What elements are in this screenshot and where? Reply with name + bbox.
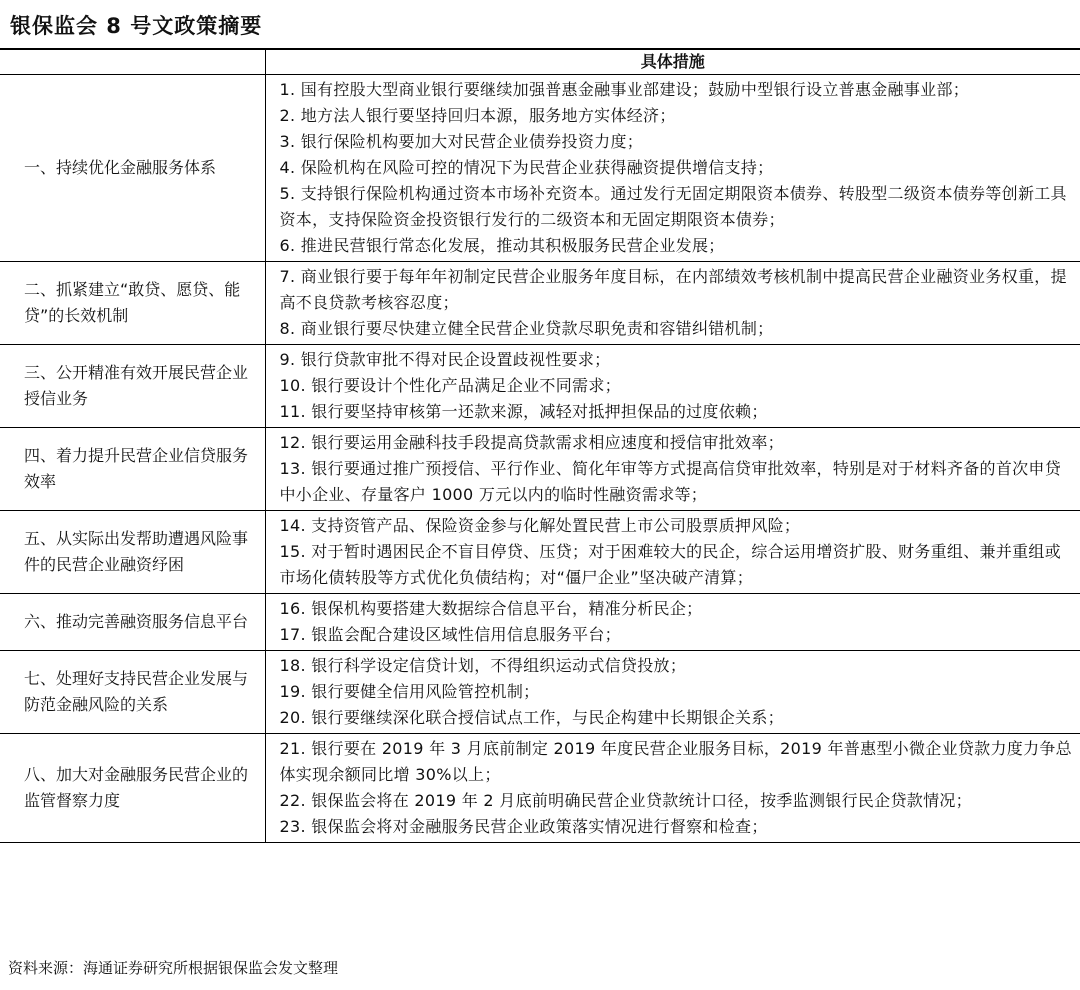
measure-item: 17. 银监会配合建设区域性信用信息服务平台； — [279, 625, 621, 644]
measure-item: 19. 银行要健全信用风险管控机制； — [279, 682, 540, 701]
measure-item: 11. 银行要坚持审核第一还款来源，减轻对抵押担保品的过度依赖； — [279, 402, 768, 421]
measure-item: 22. 银保监会将在 2019 年 2 月底前明确民营企业贷款统计口径，按季监测银行民企贷款情况； — [279, 791, 972, 810]
measures-cell — [265, 511, 1080, 594]
measure-item: 4. 保险机构在风险可控的情况下为民营企业获得融资提供增信支持； — [279, 158, 774, 177]
measure-item: 21. 银行要在 2019 年 3 月底前制定 2019 年度民营企业服务目标，2019 年普惠型小微企业贷款力度力争总体实现余额同比增 30%以上； — [279, 739, 1072, 784]
measures-cell — [265, 594, 1080, 651]
table-row — [0, 428, 1080, 511]
table-row — [0, 75, 1080, 262]
table-row — [0, 511, 1080, 594]
measure-item: 5. 支持银行保险机构通过资本市场补充资本。通过发行无固定期限资本债券、转股型二级资本债券等创新工具资本，支持保险资金投资银行发行的二级资本和无固定期限资本债券； — [279, 184, 1067, 229]
measure-item: 15. 对于暂时遇困民企不盲目停贷、压贷；对于困难较大的民企，综合运用增资扩股、财务重组、兼并重组或市场化债转股等方式优化负债结构；对“僵尸企业”坚决破产清算； — [279, 542, 1062, 587]
header-category — [0, 50, 265, 75]
measures-cell — [265, 75, 1080, 262]
measure-item: 10. 银行要设计个性化产品满足企业不同需求； — [279, 376, 621, 395]
measure-item: 13. 银行要通过推广预授信、平行作业、简化年审等方式提高信贷审批效率，特别是对于材料齐备的首次申贷中小企业、存量客户 1000 万元以内的临时性融资需求等； — [279, 459, 1062, 504]
category-cell: 三、公开精准有效开展民营企业授信业务 — [0, 345, 265, 428]
table-row — [0, 734, 1080, 843]
table-row — [0, 651, 1080, 734]
table-row — [0, 345, 1080, 428]
measure-item: 9. 银行贷款审批不得对民企设置歧视性要求； — [279, 350, 611, 369]
measure-item: 23. 银保监会将对金融服务民营企业政策落实情况进行督察和检查； — [279, 817, 768, 836]
measures-cell — [265, 734, 1080, 843]
category-cell: 七、处理好支持民营企业发展与防范金融风险的关系 — [0, 651, 265, 734]
measure-item: 3. 银行保险机构要加大对民营企业债券投资力度； — [279, 132, 644, 151]
policy-table — [0, 49, 1080, 843]
category-cell: 一、持续优化金融服务体系 — [0, 75, 265, 262]
measure-item: 14. 支持资管产品、保险资金参与化解处置民营上市公司股票质押风险； — [279, 516, 801, 535]
category-cell: 二、抓紧建立“敢贷、愿贷、能贷”的长效机制 — [0, 262, 265, 345]
category-cell: 五、从实际出发帮助遭遇风险事件的民营企业融资纾困 — [0, 511, 265, 594]
measure-item: 20. 银行要继续深化联合授信试点工作，与民企构建中长期银企关系； — [279, 708, 784, 727]
category-cell: 四、着力提升民营企业信贷服务效率 — [0, 428, 265, 511]
table-row — [0, 594, 1080, 651]
category-cell: 八、加大对金融服务民营企业的监管督察力度 — [0, 734, 265, 843]
table-header-row — [0, 50, 1080, 75]
measure-item: 16. 银保机构要搭建大数据综合信息平台，精准分析民企； — [279, 599, 703, 618]
measure-item: 2. 地方法人银行要坚持回归本源，服务地方实体经济； — [279, 106, 676, 125]
measures-cell — [265, 428, 1080, 511]
source-note: 资料来源：海通证券研究所根据银保监会发文整理 — [8, 959, 339, 977]
measure-item: 7. 商业银行要于每年年初制定民营企业服务年度目标，在内部绩效考核机制中提高民营企业融资业务权重，提高不良贷款考核容忍度； — [279, 267, 1067, 312]
table-row — [0, 262, 1080, 345]
measure-item: 8. 商业银行要尽快建立健全民营企业贷款尽职免责和容错纠错机制； — [279, 319, 774, 338]
measure-item: 18. 银行科学设定信贷计划，不得组织运动式信贷投放； — [279, 656, 687, 675]
measures-cell — [265, 262, 1080, 345]
page-title: 银保监会 8 号文政策摘要 — [10, 14, 263, 38]
measure-item: 12. 银行要运用金融科技手段提高贷款需求相应速度和授信审批效率； — [279, 433, 784, 452]
header-measures: 具体措施 — [265, 50, 1080, 75]
measure-item: 1. 国有控股大型商业银行要继续加强普惠金融事业部建设；鼓励中型银行设立普惠金融事业部； — [279, 80, 970, 99]
measures-cell — [265, 345, 1080, 428]
measures-cell — [265, 651, 1080, 734]
measure-item: 6. 推进民营银行常态化发展，推动其积极服务民营企业发展； — [279, 236, 725, 255]
category-cell: 六、推动完善融资服务信息平台 — [0, 594, 265, 651]
